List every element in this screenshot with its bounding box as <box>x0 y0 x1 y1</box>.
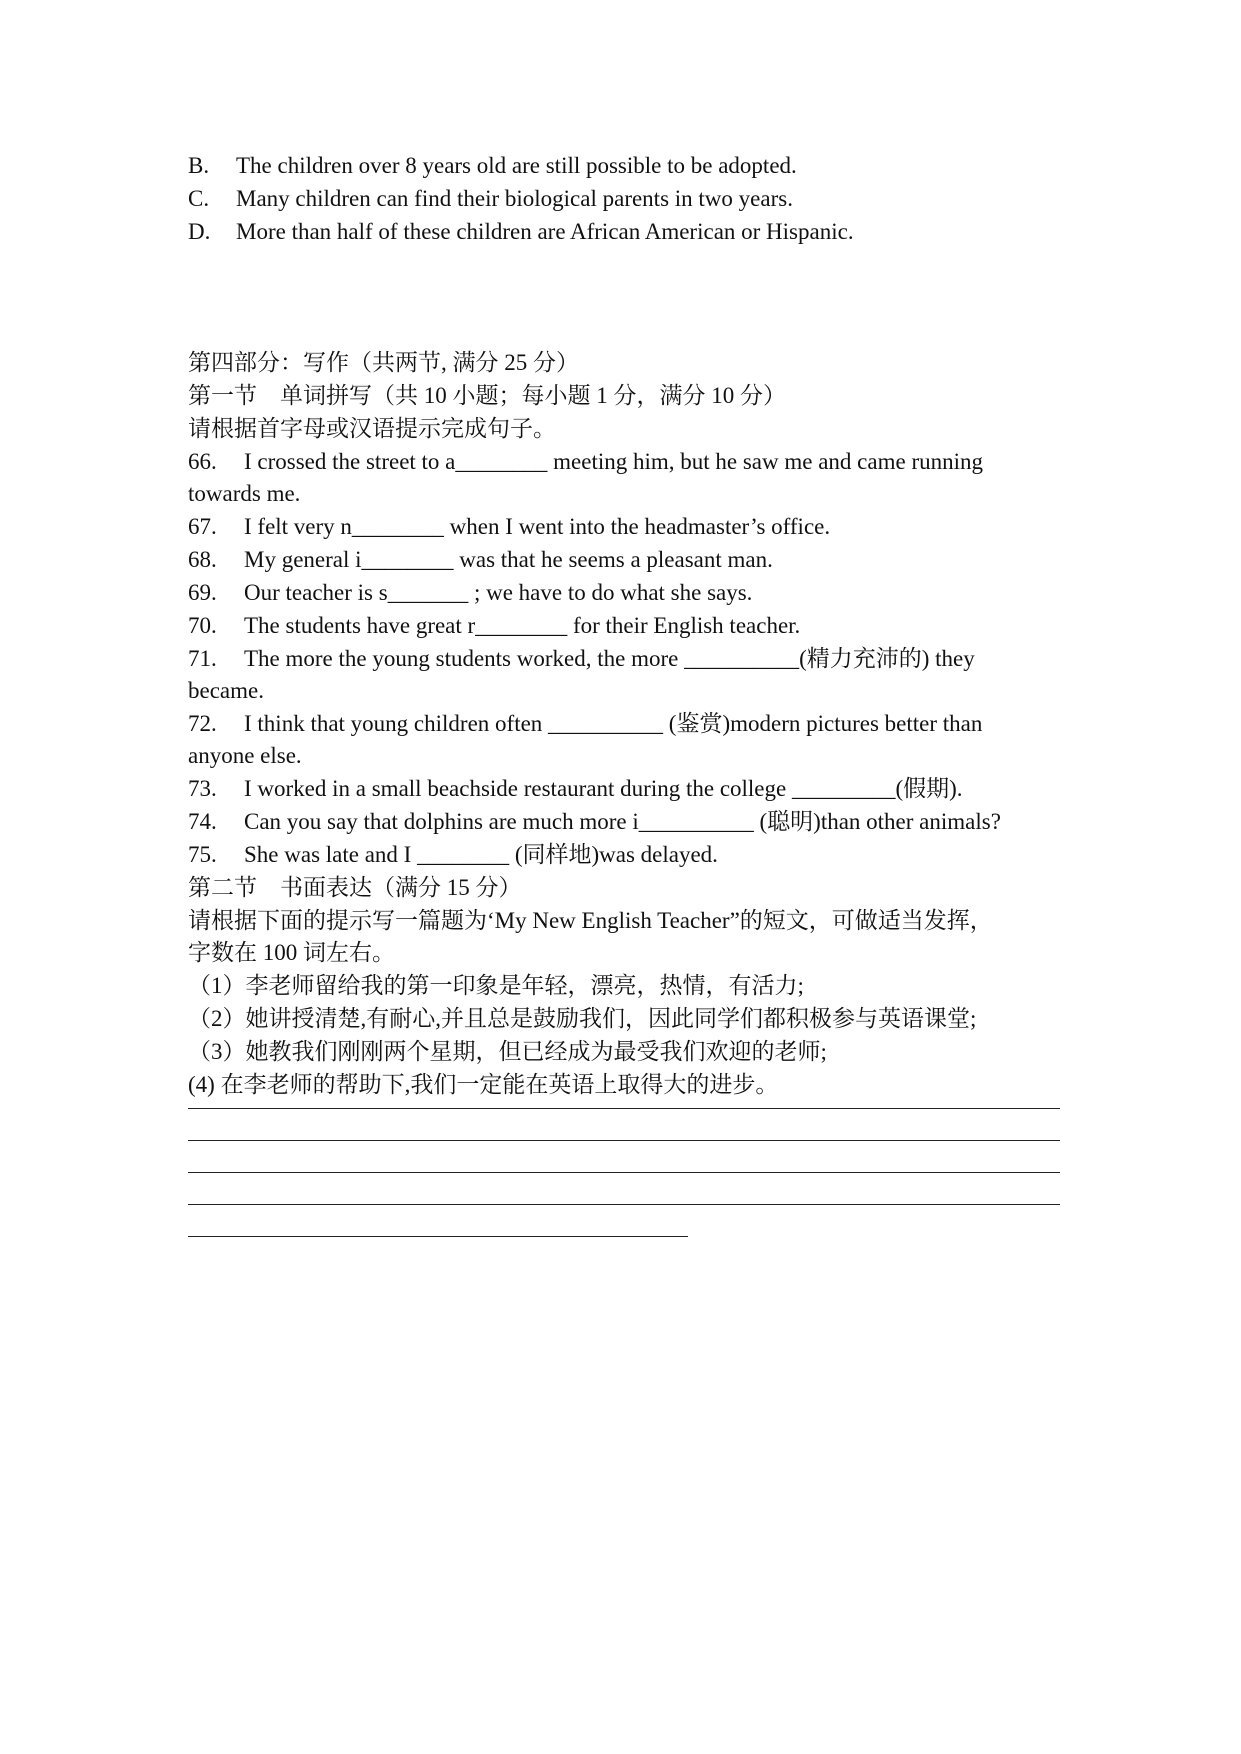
question-text: Our teacher is s_______ ; we have to do what she says. <box>244 580 753 605</box>
question-number: 66. <box>188 449 217 474</box>
question-text: I crossed the street to a________ meeting him, but he saw me and came running <box>244 449 983 474</box>
question-70 <box>188 611 1068 641</box>
option-letter: C. <box>188 186 210 211</box>
answer-line <box>188 1172 1060 1173</box>
question-number: 69. <box>188 580 217 605</box>
question-67 <box>188 512 1068 542</box>
section2-title: 第二节 书面表达（满分 15 分） <box>188 875 522 900</box>
section1-title: 第一节 单词拼写（共 10 小题；每小题 1 分，满分 10 分） <box>188 383 786 408</box>
question-text: My general i________ was that he seems a pleasant man. <box>244 547 773 572</box>
option-text: Many children can find their biological parents in two years. <box>236 186 793 211</box>
question-71 <box>188 644 1068 674</box>
option-d <box>188 217 1068 247</box>
question-number: 67. <box>188 514 217 539</box>
option-c <box>188 184 1068 214</box>
question-66 <box>188 447 1068 477</box>
question-text: Can you say that dolphins are much more i__________ (聪明)than other animals? <box>244 809 1001 834</box>
option-b <box>188 151 1068 181</box>
question-75 <box>188 840 1068 870</box>
question-number: 70. <box>188 613 217 638</box>
section1-instruction: 请根据首字母或汉语提示完成句子。 <box>188 416 556 441</box>
question-71-continued: became. <box>188 678 264 703</box>
question-text: The more the young students worked, the more __________(精力充沛的) they <box>244 646 975 671</box>
writing-point-2: （2）她讲授清楚,有耐心,并且总是鼓励我们，因此同学们都积极参与英语课堂; <box>188 1006 977 1031</box>
question-number: 74. <box>188 809 217 834</box>
answer-line <box>188 1108 1060 1109</box>
question-number: 73. <box>188 776 217 801</box>
question-text: I felt very n________ when I went into the headmaster’s office. <box>244 514 831 539</box>
writing-point-3: （3）她教我们刚刚两个星期，但已经成为最受我们欢迎的老师; <box>188 1039 827 1064</box>
answer-line <box>188 1140 1060 1141</box>
option-letter: D. <box>188 219 211 244</box>
question-number: 71. <box>188 646 217 671</box>
answer-writing-area[interactable] <box>188 1108 1060 1268</box>
question-text: She was late and I ________ (同样地)was delayed. <box>244 842 718 867</box>
option-letter: B. <box>188 153 210 178</box>
question-74 <box>188 807 1068 837</box>
question-73 <box>188 774 1068 804</box>
writing-point-4: (4) 在李老师的帮助下,我们一定能在英语上取得大的进步。 <box>188 1072 779 1097</box>
part4-title: 第四部分：写作（共两节, 满分 25 分） <box>188 350 579 375</box>
section2-instruction: 请根据下面的提示写一篇题为‘My New English Teacher”的短文，可做适当发挥， <box>188 908 993 933</box>
question-text: I worked in a small beachside restaurant during the college _________(假期). <box>244 776 963 801</box>
option-text: The children over 8 years old are still possible to be adopted. <box>236 153 797 178</box>
question-number: 75. <box>188 842 217 867</box>
writing-point-1: （1）李老师留给我的第一印象是年轻，漂亮，热情，有活力; <box>188 973 804 998</box>
question-number: 68. <box>188 547 217 572</box>
answer-line <box>188 1204 1060 1205</box>
question-72 <box>188 709 1068 739</box>
question-number: 72. <box>188 711 217 736</box>
answer-line <box>188 1236 688 1237</box>
question-text: The students have great r________ for their English teacher. <box>244 613 801 638</box>
question-66-continued: towards me. <box>188 481 301 506</box>
question-text: I think that young children often __________ (鉴赏)modern pictures better than <box>244 711 983 736</box>
option-text: More than half of these children are African American or Hispanic. <box>236 219 854 244</box>
question-68 <box>188 545 1068 575</box>
question-72-continued: anyone else. <box>188 743 302 768</box>
question-69 <box>188 578 1068 608</box>
section2-instruction-continued: 字数在 100 词左右。 <box>188 940 395 965</box>
